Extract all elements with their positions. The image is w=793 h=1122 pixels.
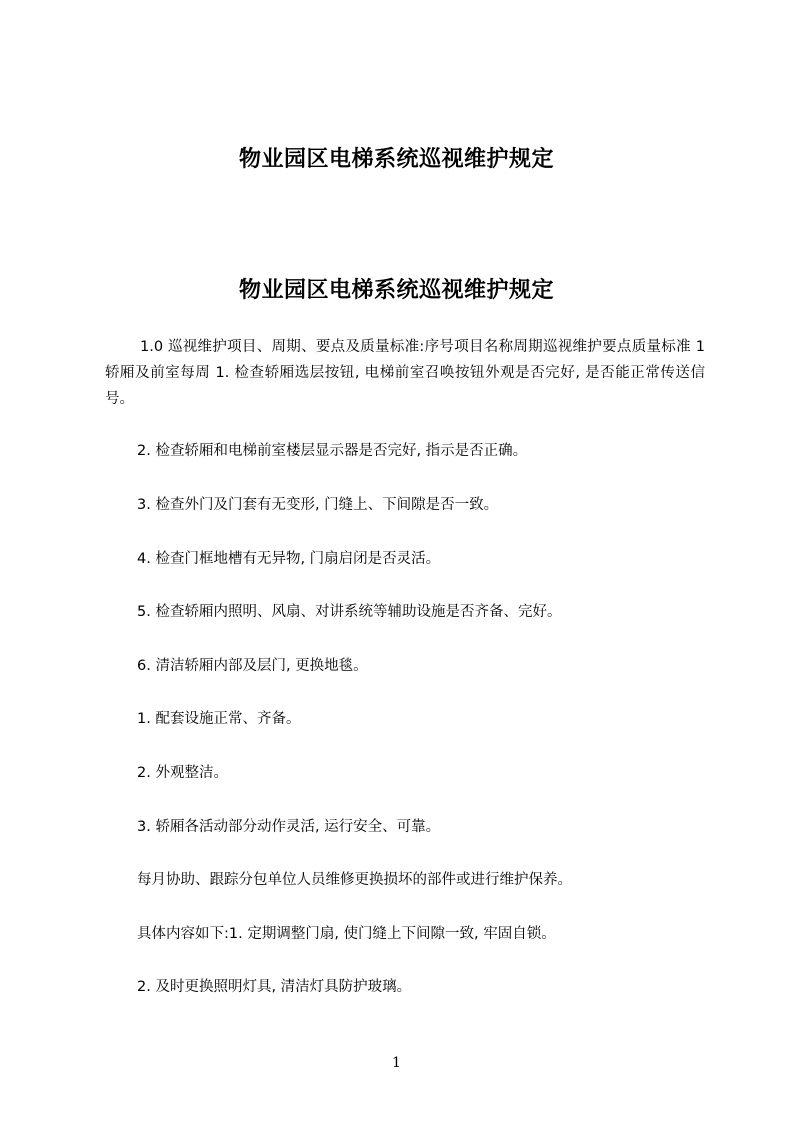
intro-paragraph: 1.0 巡视维护项目、周期、要点及质量标准:序号项目名称周期巡视维护要点质量标准 1 轿厢及前室每周 1. 检查轿厢选层按钮, 电梯前室召唤按钮外观是否完好, 是否能正常传送信号。: [105, 339, 705, 407]
paragraph-item: 3. 轿厢各活动部分动作灵活, 运行安全、可靠。: [137, 819, 441, 835]
paragraph-item: 3. 检查外门及门套有无变形, 门缝上、下间隙是否一致。: [137, 497, 499, 513]
paragraph-item: 4. 检查门框地槽有无异物, 门扇启闭是否灵活。: [137, 551, 441, 567]
paragraph-item: 2. 外观整洁。: [137, 765, 228, 781]
paragraph-item: 2. 及时更换照明灯具, 清洁灯具防护玻璃。: [137, 979, 412, 995]
document-title-top: 物业园区电梯系统巡视维护规定: [238, 147, 554, 172]
paragraph-item: 每月协助、跟踪分包单位人员维修更换损坏的部件或进行维护保养。: [137, 872, 572, 888]
document-title-main: 物业园区电梯系统巡视维护规定: [238, 278, 554, 303]
paragraph-item: 6. 清洁轿厢内部及层门, 更换地毯。: [137, 658, 368, 674]
paragraph-item: 具体内容如下:1. 定期调整门扇, 使门缝上下间隙一致, 牢固自锁。: [137, 926, 556, 942]
paragraph-item: 2. 检查轿厢和电梯前室楼层显示器是否完好, 指示是否正确。: [137, 443, 528, 459]
paragraph-item: 5. 检查轿厢内照明、风扇、对讲系统等辅助设施是否齐备、完好。: [137, 604, 562, 620]
page-number: 1: [392, 1055, 401, 1071]
paragraph-item: 1. 配套设施正常、齐备。: [137, 711, 301, 727]
